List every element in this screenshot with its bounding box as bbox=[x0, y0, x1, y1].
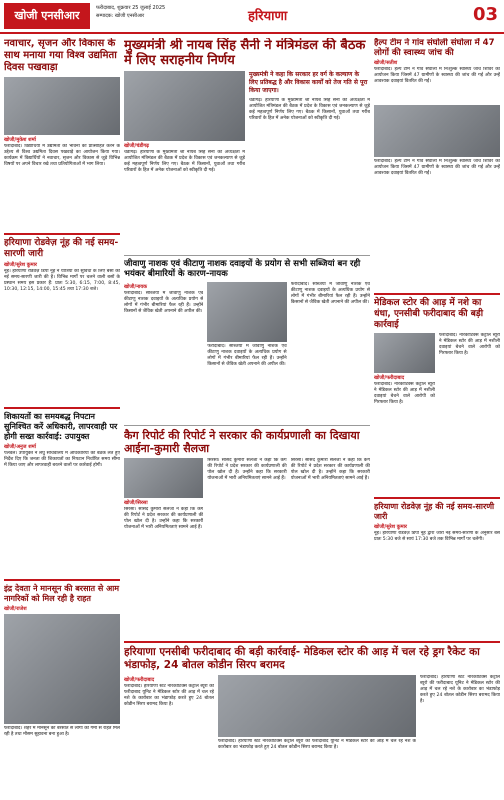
divider bbox=[124, 255, 370, 256]
article-body: पलवल। उपायुक्त ने लघु सचिवालय में अधिकारियों की बैठक लेते हुए निर्देश दिए कि जनता की शिकायतों का निपटान निर्धारित समय सीमा में किया जाए और लापरवाही बरतने वालों पर कार्रवाई होगी। bbox=[4, 451, 120, 468]
article-byline: खोजी/फरीदाबाद bbox=[374, 375, 405, 381]
article-photo bbox=[374, 333, 435, 373]
article-monsoon bbox=[4, 576, 120, 792]
article-byline: खोजी/राजेश bbox=[4, 606, 27, 612]
article-photo bbox=[218, 675, 416, 737]
article-body-continued: फरीदाबाद। हरियाणा स्टेट नारकोटिक्स कंट्रोल ब्यूरो की फरीदाबाद यूनिट ने मेडिकल स्टोर की आड़ में चल रहे नशे के कारोबार का भंडाफोड़ करते हुए 24 बोतल कोडीन सिरप बरामद किया है। bbox=[420, 675, 500, 704]
article-body-continued: फरीदाबाद। हरियाणा स्टेट नारकोटिक्स कंट्रोल ब्यूरो की फरीदाबाद यूनिट ने मेडिकल स्टोर की आड़ में चल रहे नशे के कारोबार का भंडाफोड़ करते हुए 24 बोतल कोडीन सिरप बरामद किया है। bbox=[218, 739, 416, 750]
article-health-camp bbox=[374, 38, 500, 286]
article-headline: हरियाणा एनसीबी फरीदाबाद की बड़ी कार्रवाई- मेडिकल स्टोर की आड़ में चल रहे ड्रग रैकेट का भंडाफोड़, 24 बोतल कोडीन सिरप बरामद bbox=[124, 646, 480, 671]
article-photo bbox=[374, 105, 500, 157]
divider bbox=[4, 407, 120, 409]
article-headline: मेडिकल स्टोर की आड़ में नशे का धंधा, एनसीबी फरीदाबाद की बड़ी कार्रवाई bbox=[374, 298, 484, 330]
article-entrepreneurship bbox=[4, 38, 120, 226]
article-headline: शिकायतों का समयबद्ध निपटान सुनिश्चित करें अधिकारी, लापरवाही पर होगी सख्त कार्रवाई: उपायुक्त bbox=[4, 412, 118, 441]
section-title: हरियाणा bbox=[248, 9, 288, 24]
masthead-date: फरीदाबाद, शुक्रवार 25 जुलाई 2025 bbox=[96, 5, 166, 11]
divider bbox=[4, 233, 120, 235]
article-body-continued: चंडीगढ़। हरियाणा के मुख्यमंत्री श्री नायब सिंह सैनी की अध्यक्षता में आयोजित मंत्रिमंडल की बैठक में प्रदेश के विकास एवं जनकल्याण से जुड़े कई महत्वपूर्ण निर्णय लिए गए। बैठक में किसानों, युवाओं तथा गरीब परिवारों के हित में अनेक योजनाओं को स्वीकृति दी गई। bbox=[249, 98, 370, 121]
article-byline: खोजी/मुकेश शर्मा bbox=[4, 137, 36, 143]
article-body: फरीदाबाद। नारकोटिक्स कंट्रोल ब्यूरो ने मेडिकल स्टोर की आड़ में नशीली दवाइयां बेचने वाले आरोपी को गिरफ्तार किया है। bbox=[374, 382, 435, 405]
divider bbox=[124, 641, 500, 643]
article-body: फरीदाबाद। विद्यार्थियों में उद्यमिता की भावना को प्रोत्साहित करने के उद्देश्य से विश्व उद्यमिता दिवस पखवाड़े का आयोजन किया गया। कार्यक्रम में विद्यार्थियों ने नवाचार, सृजन और विकास से जुड़े विभिन्न विषयों पर अपने विचार रखे तथा प्रतियोगिताओं में भाग लिया। bbox=[4, 144, 120, 167]
article-body: फरीदाबाद। शहर में मानसून की बरसात से लोगों को गर्मी से राहत मिल रही है तथा मौसम सुहावना बना हुआ है। bbox=[4, 726, 120, 737]
masthead-meta bbox=[96, 4, 246, 20]
article-byline: खोजी/सुरेश कुमार bbox=[374, 524, 407, 530]
article-photo bbox=[124, 71, 245, 141]
divider bbox=[124, 425, 370, 426]
article-cag-report bbox=[124, 422, 370, 632]
article-byline: खोजी/सिरसा bbox=[124, 500, 148, 506]
article-headline: जीवाणु नाशक एवं कीटाणु नाशक दवाइयों के प्रयोग से सभी सब्जियां बन रही भयंकर बीमारियों के कारण-नायक bbox=[124, 259, 361, 279]
article-photo bbox=[4, 77, 120, 135]
article-body: फरीदाबाद। सब्जियों में जीवाणु नाशक एवं कीटाणु नाशक दवाइयों के अत्यधिक प्रयोग से लोगों में गंभीर बीमारियां फैल रही हैं। उन्होंने किसानों से जैविक खेती अपनाने की अपील की। bbox=[124, 291, 204, 314]
article-photo bbox=[4, 614, 120, 724]
article-byline: खोजी/फरीदाबाद bbox=[124, 677, 155, 683]
article-body-continued: फरीदाबाद। सब्जियों में जीवाणु नाशक एवं कीटाणु नाशक दवाइयों के अत्यधिक प्रयोग से लोगों में गंभीर बीमारियां फैल रही हैं। उन्होंने किसानों से जैविक खेती अपनाने की अपील की। bbox=[207, 344, 287, 367]
article-pullquote: मुख्यमंत्री ने कहा कि सरकार हर वर्ग के कल्याण के लिए प्रतिबद्ध है और विकास कार्यों को तेज गति से पूरा किया जाएगा। bbox=[249, 71, 368, 94]
article-byline: खोजी/सुरेश कुमार bbox=[4, 262, 37, 268]
article-body: फरीदाबाद। हरियाणा स्टेट नारकोटिक्स कंट्रोल ब्यूरो की फरीदाबाद यूनिट ने मेडिकल स्टोर की आड़ में चल रहे नशे के कारोबार का भंडाफोड़ करते हुए 24 बोतल कोडीन सिरप बरामद किया है। bbox=[124, 684, 214, 707]
article-body: सिरसा। सांसद कुमारी सैलजा ने कहा कि कैग की रिपोर्ट ने प्रदेश सरकार की कार्यप्रणाली की पोल खोल दी है। उन्होंने कहा कि सरकारी योजनाओं में भारी अनियमितताएं सामने आई हैं। bbox=[124, 507, 204, 530]
article-headline: इंद्र देवता ने मानसून की बरसात से आम नागरिकों को मिल रही है राहत bbox=[4, 584, 120, 603]
article-ncb-right bbox=[374, 290, 500, 490]
article-body-continued: सिरसा। सांसद कुमारी सैलजा ने कहा कि कैग की रिपोर्ट ने प्रदेश सरकार की कार्यप्रणाली की पोल खोल दी है। उन्होंने कहा कि सरकारी योजनाओं में भारी अनियमितताएं सामने आई हैं। bbox=[290, 458, 370, 481]
article-body-continued: फरीदाबाद। सब्जियों में जीवाणु नाशक एवं कीटाणु नाशक दवाइयों के अत्यधिक प्रयोग से लोगों में गंभीर बीमारियां फैल रही हैं। उन्होंने किसानों से जैविक खेती अपनाने की अपील की। bbox=[290, 282, 370, 305]
masthead bbox=[0, 0, 504, 34]
article-body-continued: फरीदाबाद। नारकोटिक्स कंट्रोल ब्यूरो ने मेडिकल स्टोर की आड़ में नशीली दवाइयां बेचने वाले आरोपी को गिरफ्तार किया है। bbox=[439, 333, 500, 356]
article-headline: हैल्प टीम ने गांव संघोली संघोला में 47 लोगों की स्वास्थ्य जांच की bbox=[374, 38, 495, 58]
article-byline: खोजी/अनुज शर्मा bbox=[4, 444, 36, 450]
newspaper-logo: खोजी एनसीआर bbox=[4, 3, 90, 29]
article-headline: कैग रिपोर्ट की रिपोर्ट ने सरकार की कार्यप्रणाली का दिखाया आईना-कुमारी सैलजा bbox=[124, 429, 360, 455]
article-headline: नवाचार, सृजन और विकास के साथ मनाया गया विश्व उद्यमिता दिवस पखवाड़ा bbox=[4, 38, 117, 73]
article-complaints bbox=[4, 404, 120, 572]
article-roadways-left bbox=[4, 230, 120, 400]
article-cabinet-meeting bbox=[124, 38, 370, 248]
article-headline: मुख्यमंत्री श्री नायब सिंह सैनी ने मंत्रिमंडल की बैठक में लिए सराहनीय निर्णय bbox=[124, 38, 366, 68]
article-body: चंडीगढ़। हरियाणा के मुख्यमंत्री श्री नायब सिंह सैनी की अध्यक्षता में आयोजित मंत्रिमंडल की बैठक में प्रदेश के विकास एवं जनकल्याण से जुड़े कई महत्वपूर्ण निर्णय लिए गए। बैठक में किसानों, युवाओं तथा गरीब परिवारों के हित में अनेक योजनाओं को स्वीकृति दी गई। bbox=[124, 150, 245, 173]
left-column bbox=[4, 38, 120, 796]
article-pesticides bbox=[124, 252, 370, 418]
article-body: नूंह। हरियाणा रोडवेज़ डिपो नूंह ने यात्रियों की सुविधा के लिए बसों की नई समय-सारणी जारी की है। विभिन्न मार्गों पर चलने वाली बसों के प्रस्थान समय इस प्रकार हैं: प्रातः 5:30, 6:15, 7:00, 8:45, 10:30, 12:15, 14:00, 15:45 तथा 17:30 बजे। bbox=[4, 269, 120, 292]
page-number: 03 bbox=[472, 4, 498, 25]
article-photo bbox=[207, 282, 286, 342]
article-byline: खोजी/नायक bbox=[124, 284, 148, 290]
divider bbox=[374, 497, 500, 499]
article-roadways-right bbox=[374, 494, 500, 636]
masthead-editor: सम्पादक: खोजी एनसीआर bbox=[96, 13, 145, 19]
article-byline: खोजी/चंडीगढ़ bbox=[124, 143, 149, 149]
article-ncb-drug-racket bbox=[124, 638, 500, 796]
article-body: फरीदाबाद। हैल्प टीम ने गांव संघोली में निःशुल्क स्वास्थ्य जांच शिविर का आयोजन किया जिसमें 47 ग्रामीणों के स्वास्थ्य की जांच की गई और उन्हें आवश्यक दवाइयां वितरित की गईं। bbox=[374, 67, 500, 84]
article-photo bbox=[124, 458, 203, 498]
divider bbox=[374, 293, 500, 295]
article-headline: हरियाणा रोडवेज़ नूंह की नई समय-सारणी जारी bbox=[374, 502, 495, 521]
article-body-continued: सिरसा। सांसद कुमारी सैलजा ने कहा कि कैग की रिपोर्ट ने प्रदेश सरकार की कार्यप्रणाली की पोल खोल दी है। उन्होंने कहा कि सरकारी योजनाओं में भारी अनियमितताएं सामने आई हैं। bbox=[207, 458, 287, 481]
article-byline: खोजी/सतीश bbox=[374, 60, 398, 66]
article-body: नूंह। हरियाणा रोडवेज़ डिपो नूंह द्वारा जारी नई समय-सारणी के अनुसार बसें प्रातः 5:30 बजे से सायं 17:30 बजे तक विभिन्न मार्गों पर चलेंगी। bbox=[374, 531, 500, 542]
divider bbox=[4, 579, 120, 581]
article-body-continued: फरीदाबाद। हैल्प टीम ने गांव संघोली में निःशुल्क स्वास्थ्य जांच शिविर का आयोजन किया जिसमें 47 ग्रामीणों के स्वास्थ्य की जांच की गई और उन्हें आवश्यक दवाइयां वितरित की गईं। bbox=[374, 159, 500, 176]
article-headline: हरियाणा रोडवेज़ नूंह की नई समय-सारणी जारी bbox=[4, 238, 119, 259]
